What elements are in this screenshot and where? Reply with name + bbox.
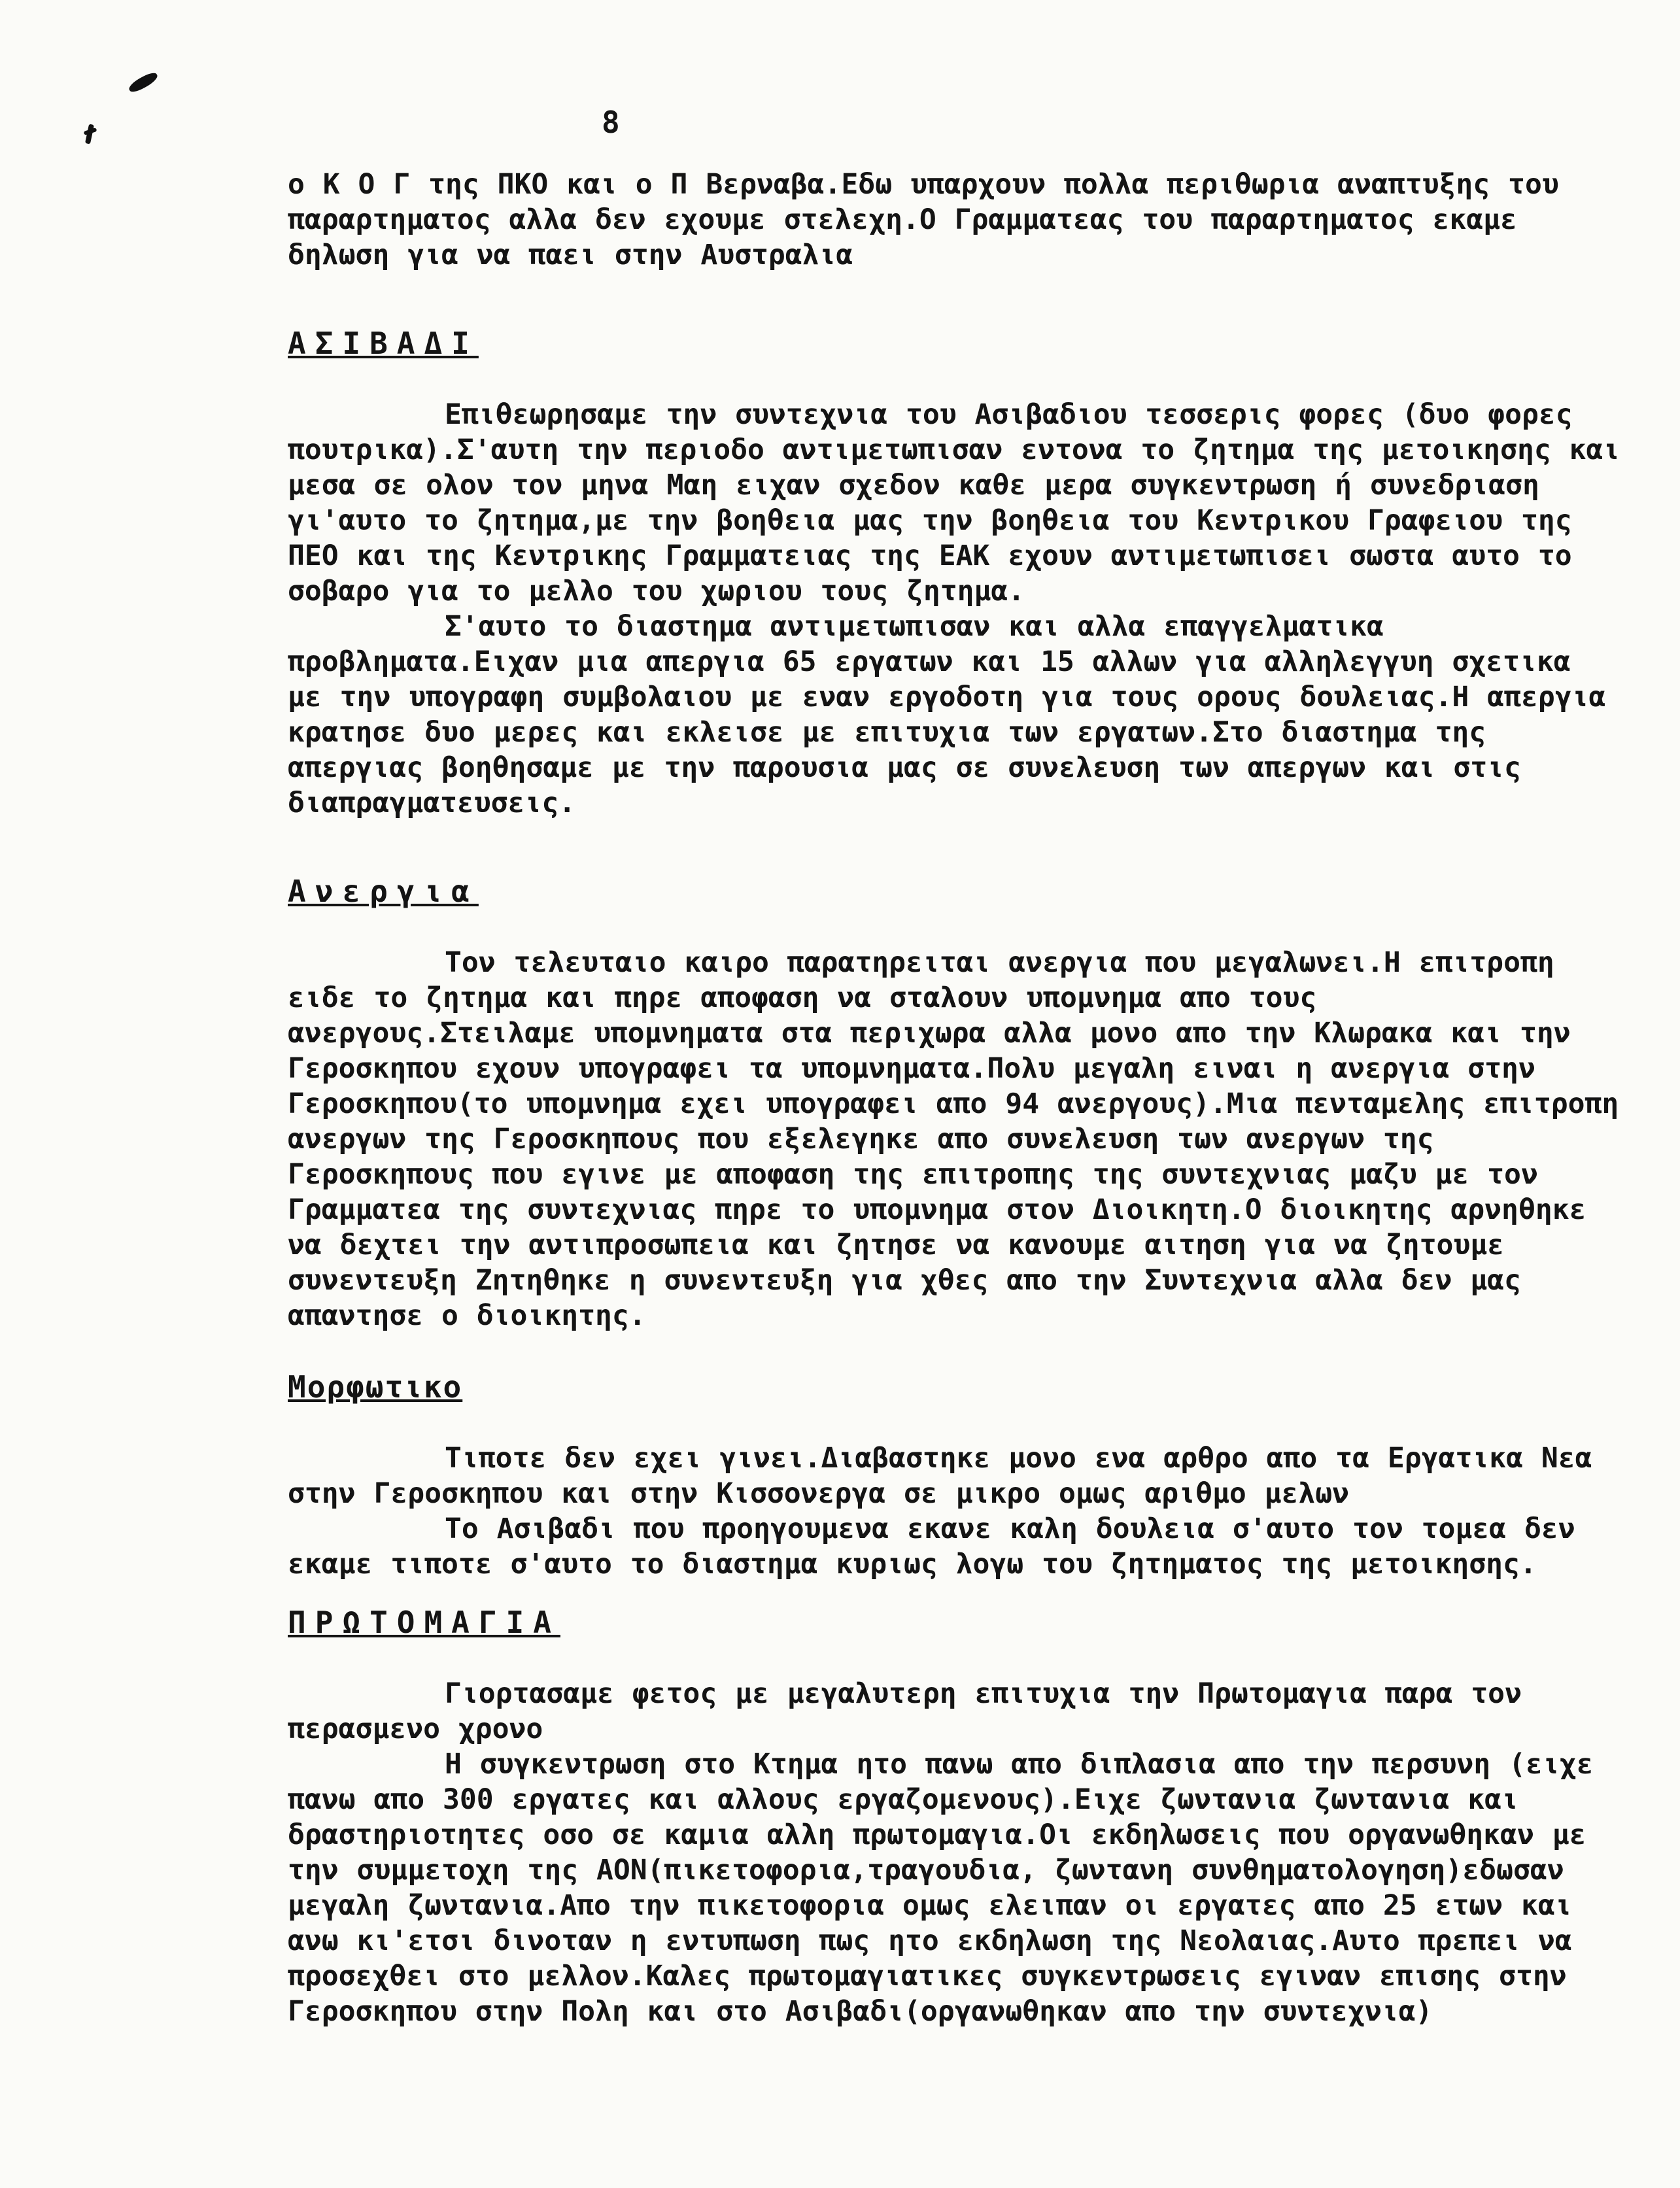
section-heading: ΠΡΩΤΟΜΑΓΙΑ [288, 1605, 560, 1640]
section-paragraph: Η συγκεντρωση στο Κτημα ητο πανω απο διπλασια απο την περσυνη (ειχε πανω απο 300 εργατες και αλλους εργαζομενους).Ειχε ζωντανια ζωντανια και δραστηριοτητες οσο σε καμια αλλη πρωτομαγια.Οι εκδηλωσεις που οργανωθηκαν με την συμμετοχη της ΑΟΝ(πικετοφορια,τραγουδια, ζωντανη συνθηματολογηση)εδωσαν μεγαλη ζωντανια.Απο την πικετοφορια ομως ελειπαν οι εργατες απο 25 ετων και ανω κι'ετσι δινοταν η εντυπωση πως ητο εκδηλωση της Νεολαιας.Αυτο πρεπει να προσεχθει στο μελλον.Καλες πρωτομαγιατικες συγκεντρωσεις εγιναν επισης στην Γεροσκηπου στην Πολη και στο Ασιβαδι(οργανωθηκαν απο την συντεχνια) [288, 1748, 1594, 2028]
section-paragraph: Το Ασιβαδι που προηγουμενα εκανε καλη δουλεια σ'αυτο τον τομεα δεν εκαμε τιποτε σ'αυτο το διαστημα κυριως λογω του ζητηματος της μετοικησης. [288, 1513, 1575, 1581]
section-paragraph: Επιθεωρησαμε την συντεχνια του Ασιβαδιου τεσσερις φορες (δυο φορες πουτρικα).Σ'αυτη την περιοδο αντιμετωπισαν εντονα το ζητημα της μετοικησης και μεσα σε ολον τον μηνα Μαη ειχαν σχεδον καθε μερα συγκεντρωση ή συνεδριαση γι'αυτο το ζητημα,με την βοηθεια μας την βοηθεια του Κεντρικου Γραφειου της ΠΕΟ και της Κεντρικης Γραμματειας της ΕΑΚ εχουν αντιμετωπισει σωστα αυτο το σοβαρο για το μελλο του χωριου τους ζητημα. [288, 398, 1620, 607]
pen-stroke-mark [127, 71, 160, 95]
document-body [288, 167, 1622, 2029]
section-heading: ΑΣΙΒΑΔΙ [288, 326, 479, 361]
section-paragraph: Γιορτασαμε φετος με μεγαλυτερη επιτυχια την Πρωτομαγια παρα τον περασμενο χρονο [288, 1677, 1522, 1745]
page-number: 8 [602, 105, 620, 140]
section-heading: Μορφωτικο [288, 1369, 463, 1405]
section-paragraph: Τον τελευταιο καιρο παρατηρειται ανεργια που μεγαλωνει.Η επιτροπη ειδε το ζητημα και πηρε αποφαση να σταλουν υπομνημα απο τους ανεργους.Στειλαμε υπομνηματα στα περιχωρα αλλα μονο απο την Κλωρακα και την Γεροσκηπου εχουν υπογραφει τα υπομνηματα.Πολυ μεγαλη ειναι η ανεργια στην Γεροσκηπου(το υπομνημα εχει υπογραφει απο 94 ανεργους).Μια πενταμελης επιτροπη ανεργων της Γεροσκηπους που εξελεγηκε απο συνελευση των ανεργων της Γεροσκηπους που εγινε με αποφαση της επιτροπης της συντεχνιας μαζυ με τον Γραμματεα της συντεχνιας πηρε το υπομνημα στον Διοικητη.Ο διοικητης αρνηθηκε να δεχτει την αντιπροσωπεια και ζητησε να κανουμε αιτηση για να ζητουμε συνεντευξη Ζητηθηκε η συνεντευξη για χθες απο την Συντεχνια αλλα δεν μας απαντησε ο διοικητης. [288, 946, 1619, 1332]
section-heading: Ανεργια [288, 874, 479, 909]
section-paragraph: Σ'αυτο το διαστημα αντιμετωπισαν και αλλα επαγγελματικα προβληματα.Ειχαν μια απεργια 65 εργατων και 15 αλλων για αλληλεγγυη σχετικα με την υπογραφη συμβολαιου με εναν εργοδοτη για τους ορους δουλειας.Η απεργια κρατησε δυο μερες και εκλεισε με επιτυχια των εργατων.Στο διαστημα της απεργιας βοηθησαμε με την παρουσια μας σε συνελευση των απεργων και στις διαπραγματευσεις. [288, 610, 1606, 819]
intro-paragraph: ο Κ Ο Γ της ΠΚΟ και ο Π Βερναβα.Εδω υπαρχουν πολλα περιθωρια αναπτυξης του παραρτηματος αλλα δεν εχουμε στελεχη.Ο Γραμματεας του παραρτηματος εκαμε δηλωση για να παει στην Αυστραλια [288, 168, 1559, 271]
section-paragraph: Τιποτε δεν εχει γινει.Διαβαστηκε μονο ενα αρθρο απο τα Εργατικα Νεα στην Γεροσκηπου και στην Κισσονεργα σε μικρο ομως αριθμο μελων [288, 1442, 1592, 1510]
